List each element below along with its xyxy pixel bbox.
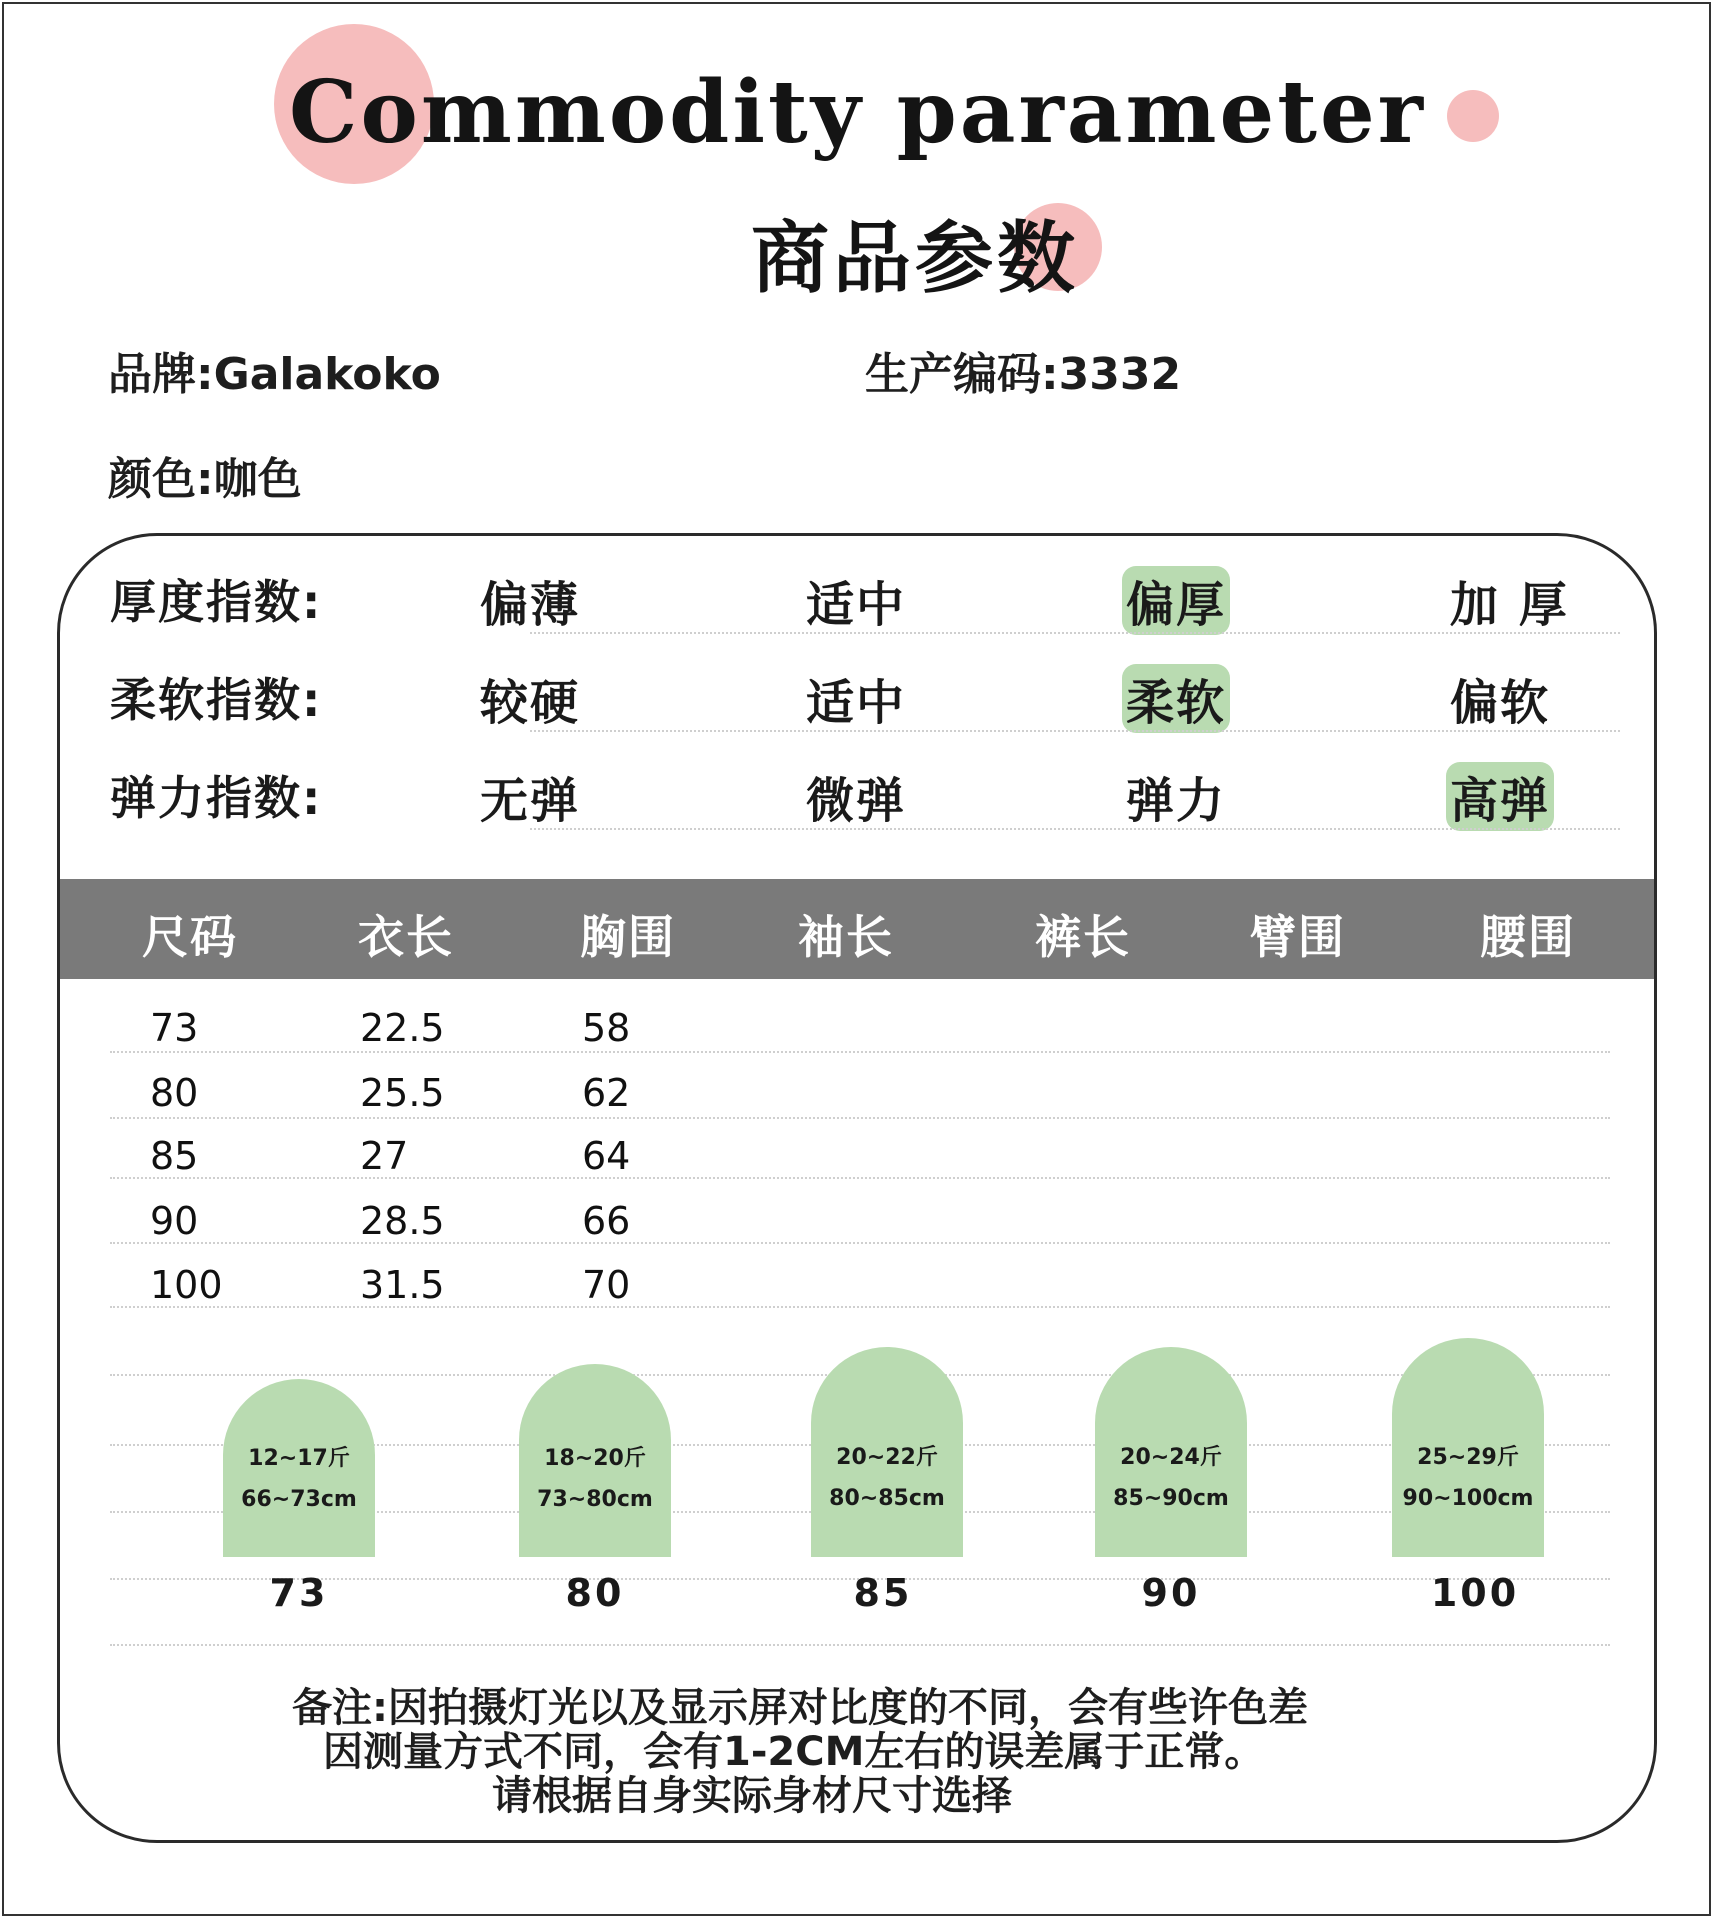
- table-row: [110, 1199, 1610, 1263]
- note-line: 请根据自身实际身材尺寸选择: [492, 1773, 1012, 1819]
- brand-field: 品牌:Galakoko: [108, 349, 441, 400]
- softness-index-row: [110, 664, 1620, 734]
- divider: [110, 1242, 1610, 1244]
- cell-chest: 58: [582, 1006, 631, 1050]
- size-guide-label: 85: [853, 1571, 913, 1615]
- weight-range: 18~20斤: [544, 1446, 646, 1471]
- cell-size: 100: [150, 1263, 223, 1307]
- elasticity-index-row: [110, 762, 1620, 832]
- softness-option-selected: 柔软: [1122, 664, 1230, 733]
- column-header-length: 衣长: [358, 910, 454, 964]
- cell-size: 80: [150, 1071, 199, 1115]
- thickness-index-label: 厚度指数:: [110, 575, 323, 629]
- size-guide-label: 90: [1141, 1571, 1201, 1615]
- divider: [110, 1306, 1610, 1308]
- size-guide-label: 100: [1430, 1571, 1520, 1615]
- cell-chest: 70: [582, 1263, 631, 1307]
- softness-index-label: 柔软指数:: [110, 673, 323, 727]
- page-title-english: Commodity parameter: [289, 62, 1426, 163]
- divider: [110, 1644, 1610, 1646]
- page-title-chinese: 商品参数: [750, 214, 1079, 304]
- cell-length: 25.5: [360, 1071, 445, 1115]
- elasticity-option-selected: 高弹: [1446, 762, 1554, 831]
- table-row: [110, 1071, 1610, 1135]
- column-header-sleeve: 袖长: [798, 910, 894, 964]
- cell-size: 73: [150, 1006, 199, 1050]
- thickness-option: 偏薄: [480, 577, 581, 633]
- softness-option: 适中: [806, 675, 907, 731]
- table-row: [110, 1134, 1610, 1198]
- divider: [530, 828, 1620, 830]
- column-header-waist: 腰围: [1480, 910, 1576, 964]
- cell-chest: 62: [582, 1071, 631, 1115]
- divider: [110, 1117, 1610, 1119]
- cell-length: 27: [360, 1134, 409, 1178]
- cell-size: 90: [150, 1199, 199, 1243]
- cell-length: 28.5: [360, 1199, 445, 1243]
- column-header-size: 尺码: [142, 910, 238, 964]
- size-table-header: [60, 879, 1654, 979]
- size-guide-arch: [1392, 1338, 1544, 1557]
- size-guide-arch: [811, 1347, 963, 1557]
- size-guide-arch: [519, 1364, 671, 1557]
- weight-range: 12~17斤: [248, 1446, 350, 1471]
- divider: [110, 1177, 1610, 1179]
- divider: [530, 632, 1620, 634]
- elasticity-option: 无弹: [480, 773, 581, 829]
- color-field: 颜色:咖色: [108, 454, 302, 505]
- thickness-option: 加 厚: [1450, 577, 1569, 633]
- height-range: 73~80cm: [537, 1487, 653, 1512]
- height-range: 90~100cm: [1402, 1486, 1534, 1511]
- weight-range: 20~24斤: [1120, 1445, 1222, 1470]
- column-header-arm: 臂围: [1250, 910, 1346, 964]
- divider: [110, 1051, 1610, 1053]
- softness-option: 偏软: [1450, 675, 1551, 731]
- weight-range: 25~29斤: [1417, 1445, 1519, 1470]
- height-range: 85~90cm: [1113, 1486, 1229, 1511]
- thickness-option-selected: 偏厚: [1122, 566, 1230, 635]
- size-guide-arch: [1095, 1347, 1247, 1557]
- column-header-chest: 胸围: [580, 910, 676, 964]
- note-line: 因测量方式不同，会有1-2CM左右的误差属于正常。: [323, 1729, 1265, 1775]
- size-guide-arch: [223, 1379, 375, 1557]
- divider: [530, 730, 1620, 732]
- height-range: 80~85cm: [829, 1486, 945, 1511]
- height-range: 66~73cm: [241, 1487, 357, 1512]
- product-code-field: 生产编码:3332: [865, 349, 1182, 400]
- column-header-pants: 裤长: [1035, 910, 1131, 964]
- note-line: 备注:因拍摄灯光以及显示屏对比度的不同，会有些许色差: [292, 1685, 1308, 1731]
- table-row: [110, 1006, 1610, 1070]
- cell-chest: 64: [582, 1134, 631, 1178]
- cell-length: 22.5: [360, 1006, 445, 1050]
- cell-length: 31.5: [360, 1263, 445, 1307]
- size-guide-label: 73: [269, 1571, 329, 1615]
- softness-option: 较硬: [480, 675, 581, 731]
- thickness-option: 适中: [806, 577, 907, 633]
- cell-size: 85: [150, 1134, 199, 1178]
- parameter-panel: [57, 533, 1657, 1843]
- size-guide-label: 80: [565, 1571, 625, 1615]
- weight-range: 20~22斤: [836, 1445, 938, 1470]
- elasticity-option: 弹力: [1126, 773, 1227, 829]
- cell-chest: 66: [582, 1199, 631, 1243]
- table-row: [110, 1263, 1610, 1327]
- elasticity-option: 微弹: [806, 773, 907, 829]
- elasticity-index-label: 弹力指数:: [110, 771, 323, 825]
- thickness-index-row: [110, 566, 1620, 636]
